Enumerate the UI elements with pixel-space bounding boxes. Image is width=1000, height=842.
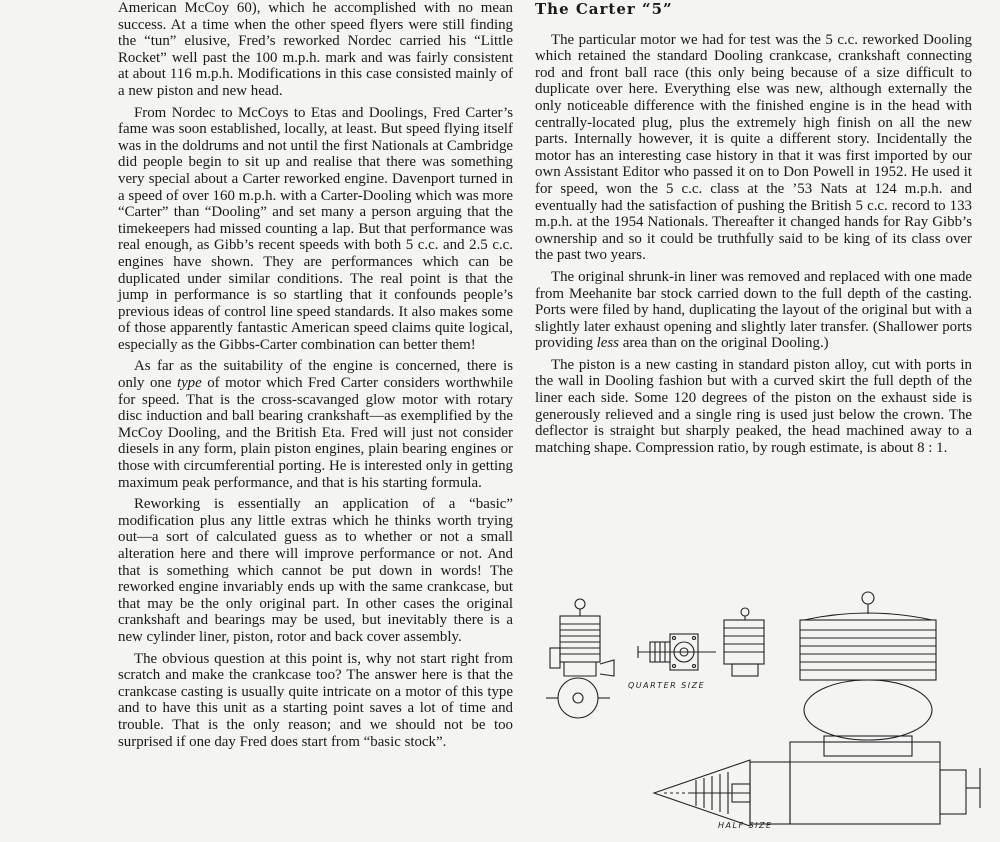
left-column <box>118 0 513 755</box>
quarter-size-engine-rear <box>724 608 764 676</box>
quarter-size-engine-side <box>546 599 614 718</box>
paragraph: The particular motor we had for test was the 5 c.c. reworked Dooling which retained the standard Dooling crankcase, crankshaft connecting rod and front ball race (this only being because of a size difficult to duplicate over here. Everything else was new, although externally the only noticeable difference with the finished engine is in the head with centrally-located plug, plus the extremely high finish on all the new parts. Internally however, it is quite a different story. Incidentally the motor has an interesting case history in that it was first imported by our own Assistant Editor who passed it on to Don Powell in 1952. He used it for speed, won the 5 c.c. class at the ’53 Nats at 124 m.p.h. and eventually had the satisfaction of pushing the British 5 c.c. record to 133 m.p.h. at the 1954 Nationals. Thereafter it changed hands for Ray Gibb’s ownership and so it could be truthfully said to be king of its class over the past two years. <box>535 31 972 264</box>
caption-half-size: HALF SIZE <box>718 821 773 830</box>
paragraph: The piston is a new casting in standard piston alloy, cut with ports in the wall in Dooling fashion but with a curved skirt the full depth of the liner each side. Some 120 degrees of the piston on the exhaust side is generously relieved and a single ring is used just below the crown. The deflector is straight but sharply peaked, the head machined away to a matching shape. Compression ratio, by rough estimate, is about 8 : 1. <box>535 356 972 456</box>
section-heading: The Carter “5” <box>535 0 673 18</box>
paragraph: Reworking is essentially an application of a “basic” modification plus any little extras which he thinks worth trying out—a sort of calculated guess as to whether or not a small alteration here and there will improve performance or not. And that is something which cannot be put down in words! The reworked engine invariably ends up with the same crankcase, but that may be the only original part. In other cases the original crankshaft and bearings may be used, but inevitably there is a new cylinder liner, piston, rotor and back cover assembly. <box>118 496 513 645</box>
engine-drawing <box>528 590 988 840</box>
paragraph: American McCoy 60), which he accomplished with no mean success. At a time when the other speed flyers were still finding the “tun” elusive, Fred’s reworked Nordec carried his “Little Rocket” well past the 100 m.p.h. mark and was fairly consistent at about 116 m.p.h. Modifications in this case consisted mainly of a new piston and new head. <box>118 0 513 99</box>
quarter-size-engine-front <box>638 634 716 670</box>
caption-quarter-size: QUARTER SIZE <box>628 681 706 690</box>
paragraph: The original shrunk-in liner was removed and replaced with one made from Meehanite bar stock carried down to the full depth of the casting. Ports were filed by hand, duplicating the layout of the original but with a slightly later exhaust opening and slightly later transfer. (Shallower ports providing less area than on the original Dooling.) <box>535 268 972 352</box>
paragraph: The obvious question at this point is, why not start right from scratch and make the crankcase too? The answer here is that the crankcase casting is usually quite intricate on a motor of this type and to have this unit as a starting point saves a lot of time and trouble. That is the only reason; and we should not be too surprised if one day Fred does start from “basic stock”. <box>118 650 513 750</box>
half-size-engine <box>654 592 980 826</box>
right-column <box>535 0 972 461</box>
paragraph: As far as the suitability of the engine is concerned, there is only one type of motor which Fred Carter considers worthwhile for speed. That is the cross-scavanged glow motor with rotary disc induction and ball bearing crankshaft—as exemplified by the McCoy Dooling, and the British Eta. Fred will just not consider diesels in any form, plain piston engines, plain bearing engines or those with circumferential porting. He is interested only in getting maximum peak performance, and that is his starting formula. <box>118 358 514 491</box>
paragraph: From Nordec to McCoys to Etas and Doolings, Fred Carter’s fame was soon established, locally, at least. But speed flying itself was in the doldrums and not until the first Nationals at Cambridge did people begin to sit up and realise that there was something very special about a Carter reworked engine. Davenport turned in a speed of over 160 m.p.h. with a Carter-Dooling which was more “Carter” than “Dooling” and set many a person arguing that the timekeepers had missed counting a lap. But that performance was real enough, as Gibb’s recent speeds with both 5 c.c. and 2.5 c.c. engines have shown. They are performances which can be duplicated under similar conditions. The real point is that the jump in performance is so startling that it confounds people’s previous ideas of control line speed standards. It also makes some of those apparently fantastic American speed claims quite logical, especially as the Gibbs-Carter combination can better them! <box>118 104 513 353</box>
